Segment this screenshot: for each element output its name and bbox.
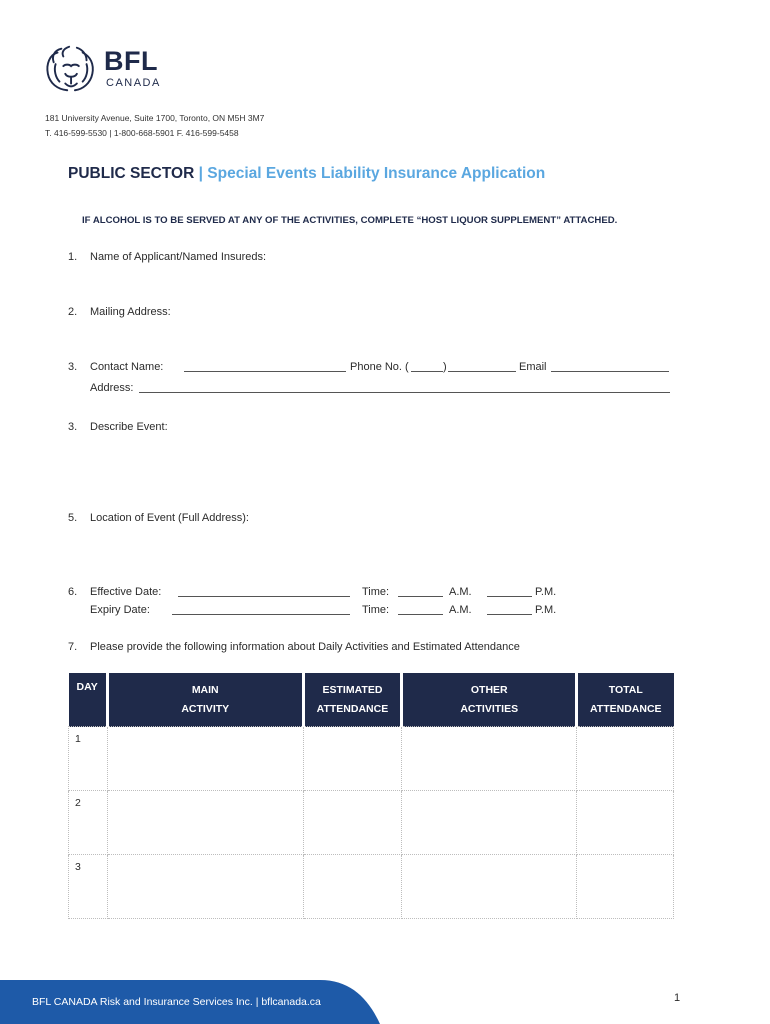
question-label: Please provide the following information about Daily Activities and Estimated Attendance	[90, 641, 520, 653]
title-main: PUBLIC SECTOR	[68, 165, 195, 182]
question-7	[0, 641, 770, 655]
phone-label: Phone No. (	[350, 361, 409, 373]
header-line: ACTIVITIES	[460, 702, 519, 715]
question-number: 1.	[68, 251, 78, 263]
expiry-date-label: Expiry Date:	[90, 604, 150, 616]
time-label: Time:	[362, 586, 390, 598]
estimated-attendance-cell[interactable]	[303, 855, 402, 919]
header-line: DAY	[76, 681, 98, 693]
column-header-other-activities	[402, 673, 577, 727]
email-field[interactable]	[551, 361, 669, 372]
question-3-contact	[0, 361, 770, 375]
table-row	[69, 727, 674, 791]
address-line-2: T. 416-599-5530 | 1-800-668-5901 F. 416-599-5458	[45, 128, 239, 138]
header-line: OTHER	[470, 683, 508, 696]
logo-wordmark: BFL	[104, 46, 158, 76]
main-activity-cell[interactable]	[107, 855, 303, 919]
other-activities-cell[interactable]	[402, 791, 577, 855]
question-6-expiry	[0, 604, 770, 618]
page-title	[68, 165, 545, 183]
estimated-attendance-cell[interactable]	[303, 791, 402, 855]
day-cell: 2	[69, 791, 108, 855]
table-row	[69, 855, 674, 919]
question-number: 7.	[68, 641, 78, 653]
alcohol-notice: IF ALCOHOL IS TO BE SERVED AT ANY OF THE ACTIVITIES, COMPLETE “HOST LIQUOR SUPPLEMENT” ATTACHED.	[82, 215, 618, 226]
question-number: 3.	[68, 361, 78, 373]
main-activity-cell[interactable]	[107, 791, 303, 855]
effective-time-am-field[interactable]	[398, 586, 443, 597]
question-describe-event	[0, 421, 770, 435]
title-separator: |	[198, 165, 203, 182]
question-5	[0, 512, 770, 526]
effective-time-pm-field[interactable]	[487, 586, 532, 597]
am-label: A.M.	[449, 604, 472, 616]
pm-label: P.M.	[535, 586, 557, 598]
header-line: ACTIVITY	[181, 702, 230, 715]
lion-logo-icon	[44, 44, 102, 94]
total-attendance-cell[interactable]	[577, 855, 674, 919]
expiry-time-am-field[interactable]	[398, 604, 443, 615]
day-cell: 1	[69, 727, 108, 791]
contact-name-field[interactable]	[184, 361, 346, 372]
question-label: Mailing Address:	[90, 306, 171, 318]
page-number: 1	[674, 992, 681, 1004]
phone-number-field[interactable]	[448, 361, 516, 372]
logo-subtitle: CANADA	[106, 77, 161, 89]
question-number: 5.	[68, 512, 78, 524]
effective-date-field[interactable]	[178, 586, 350, 597]
address-label: Address:	[90, 382, 134, 394]
expiry-time-pm-field[interactable]	[487, 604, 532, 615]
question-6-effective	[0, 586, 770, 600]
total-attendance-cell[interactable]	[577, 791, 674, 855]
table-row	[69, 791, 674, 855]
total-attendance-cell[interactable]	[577, 727, 674, 791]
header-line: ATTENDANCE	[589, 702, 662, 715]
header-line: MAIN	[191, 683, 219, 696]
other-activities-cell[interactable]	[402, 855, 577, 919]
phone-close-paren: )	[443, 361, 447, 373]
column-header-total-attendance	[577, 673, 674, 727]
header-line: ATTENDANCE	[316, 702, 389, 715]
contact-name-label: Contact Name:	[90, 361, 164, 373]
main-activity-cell[interactable]	[107, 727, 303, 791]
column-header-main-activity	[107, 673, 303, 727]
activities-table	[68, 673, 674, 919]
effective-date-label: Effective Date:	[90, 586, 162, 598]
question-number: 2.	[68, 306, 78, 318]
column-header-estimated-attendance	[303, 673, 402, 727]
table-header-row	[69, 673, 674, 727]
footer-company-text: BFL CANADA Risk and Insurance Services Inc. | bflcanada.ca	[32, 996, 321, 1008]
question-3-address	[0, 382, 770, 396]
header-line: ESTIMATED	[322, 683, 383, 696]
estimated-attendance-cell[interactable]	[303, 727, 402, 791]
am-label: A.M.	[449, 586, 472, 598]
phone-area-code-field[interactable]	[411, 361, 443, 372]
expiry-date-field[interactable]	[172, 604, 350, 615]
header-line: TOTAL	[608, 683, 643, 696]
time-label: Time:	[362, 604, 390, 616]
address-field[interactable]	[139, 382, 670, 393]
question-label: Location of Event (Full Address):	[90, 512, 249, 524]
address-line-1: 181 University Avenue, Suite 1700, Toronto, ON M5H 3M7	[45, 113, 265, 123]
title-subtitle: Special Events Liability Insurance Application	[207, 165, 546, 182]
question-2	[0, 306, 770, 320]
question-number: 6.	[68, 586, 78, 598]
question-1	[0, 251, 770, 265]
day-cell: 3	[69, 855, 108, 919]
question-label: Name of Applicant/Named Insureds:	[90, 251, 267, 263]
question-number: 3.	[68, 421, 78, 433]
question-label: Describe Event:	[90, 421, 168, 433]
pm-label: P.M.	[535, 604, 557, 616]
other-activities-cell[interactable]	[402, 727, 577, 791]
email-label: Email	[519, 361, 547, 373]
column-header-day	[69, 673, 108, 727]
